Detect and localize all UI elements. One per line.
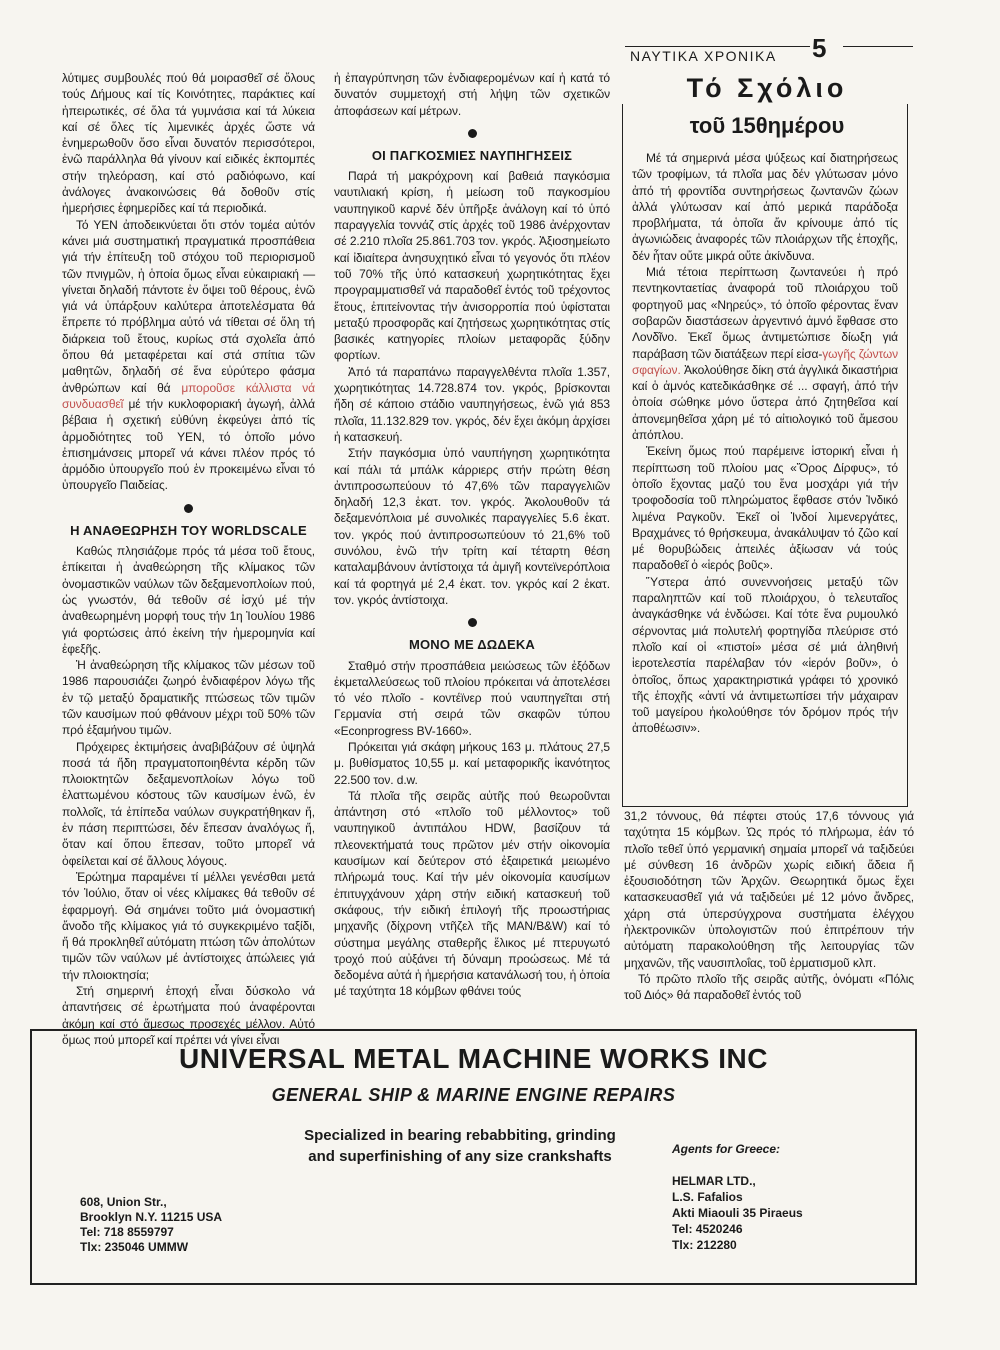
page-number: 5 (812, 33, 827, 63)
column-1 (62, 70, 315, 1048)
col1-paragraph: Ἐρώτημα παραμένει τί μέλλει γενέσθαι μετά τόν Ἰούλιο, ὅταν οἱ νέες κλίμακες θά τεθοῦν σέ ἐφαρμογή. Θά σημάνει τοῦτο μιά ὀνομαστική ἄνοδο τῆς κλίμακος γιά τό συγκεκριμένο ταξίδι, ἤ θά προκληθεῖ αὐτόματη πτώση τῶν ἀπολύτων τιμῶν τῶν ναύλων μέ ἀντίστοιχες ἀπώλειες γιά τήν πλοιοκτησία; (62, 869, 315, 982)
section-heading-twelve: ΜΟΝΟ ΜΕ ΔΩΔΕΚΑ (408, 637, 536, 653)
ad-agent-name: HELMAR LTD., (672, 1174, 756, 1188)
col1-text: Τό ΥΕΝ ἀποδεικνύεται ὅτι στόν τομέα αὐτόν κάνει μιά συστηματική πραγματικά προσπάθεια γιά τήν ἐπίτευξη τοῦ στόχου τοῦ περιορισμοῦ τῶν πνιγμῶν, ἡ ὁποία ὅμως εἶναι εὐκαιριακή — γίνεται δηλαδή πάντοτε ἐν ὄψει τοῦ θέρους, ἐνῶ γιά νά ὑπάρξουν καλύτερα ἀποτελέσματα θά ἔπρεπε τό πρόβλημα αὐτό νά τίθεται σέ ὅλη τή διάρκεια τοῦ ἔτους, κυρίως στά σχολεῖα ἀπό ὅπου θά μεταφέρεται καί στά σπίτια τῶν μαθητῶν, δηλαδή σέ ἕνα εὐρύτερο φάσμα ἀνθρώπων καί θά (62, 217, 315, 395)
col1-highlight: μποροῦσε κάλλιστα νά συνδυασθεῖ (62, 380, 315, 411)
col2-paragraph: Στήν παγκόσμια ὑπό ναυπήγηση χωρητικότητα καί πάλι τά μπάλκ κάρριερς στήν πρώτη θέση ἀντιπροσωπεύουν τό 47,6% τῶν παραγγελιῶν δηλαδή 12,3 ἑκατ. τον. γκρός. Ἀκολουθοῦν τά δεξαμενόπλοια μέ συνολικές παραγγελίες 5.6 ἑκατ. τον. γκρός πού ἀντιπροσωπεύουν τό 21,6% τοῦ συνόλου, ἐνῶ τήν τρίτη καί τέταρτη θέση καταλαμβάνουν ἀντίστοιχα τά ἀμιγῆ κοντεϊνερόπλοια καί τά φορτηγά μέ 2,4 ἑκατ. τον. γκρός καί 2 ἑκατ. τον. γκρός ἀντίστοιχα. (334, 446, 610, 607)
ad-address (80, 1195, 222, 1255)
ad-tlx: Tlx: 235046 UMMW (80, 1240, 189, 1254)
editorial-paragraph: Μέ τά σημερινά μέσα ψύξεως καί διατηρήσεως τῶν τροφίμων, τά πλοῖα μας δέν γλύτωσαν μόνο ἀπό τή φροντίδα συντηρήσεως ζωντανῶν ζώων ἀλλά γλύτωσαν καί ἀπό μερικά παράδοξα προβλήματα, τά ὁποῖα ἄν κρίνουμε ἀπό τίς ἀγωνιώδεις ἀναφορές τῶν πλοιάρχων τῆς ἐποχῆς, δέν ἦταν οὔτε μικρά οὔτε ἀκίνδυνα. (632, 151, 898, 263)
ad-address-line: Brooklyn N.Y. 11215 USA (80, 1210, 223, 1224)
section-bullet (468, 129, 477, 138)
editorial-text (632, 150, 898, 737)
editorial-subtitle: τοῦ 15θημέρου (689, 113, 845, 138)
col2-paragraph: Σταθμό στήν προσπάθεια μειώσεως τῶν ἐξόδων ἐκμεταλλεύσεως τοῦ πλοίου πρόκειται νά ἀποτελέσει τό νέο πλοῖο - κοντέϊνερ πού ναυπηγεῖται στή Γερμανία στή σειρά τῶν σκαφῶν τύπου «Econprogress BV-1660». (334, 658, 610, 738)
col2-paragraph: Ἀπό τά παραπάνω παραγγελθέντα πλοῖα 1.357, χωρητικότητας 14.728.874 τον. γκρός, βρίσκονται ἤδη σέ κάποιο στάδιο ναυπηγήσεως, ἐνῶ γιά 853 πλοῖα, 11.132.829 τον. γκρός, δέν ἔχει ἀκόμη ἀρχίσει ἡ κατασκευή. (334, 364, 610, 444)
column-3-continued (624, 808, 914, 1004)
section-heading-worldscale: Η ΑΝΑΘΕΩΡΗΣΗ ΤΟΥ WORLDSCALE (70, 522, 307, 538)
ad-agent-info (672, 1173, 803, 1253)
col3-paragraph: Τό πρῶτο πλοῖο τῆς σειρᾶς αὐτῆς, ὀνόματι «Πόλις τοῦ Διός» θά παραδοθεῖ ἐντός τοῦ (624, 971, 914, 1003)
col1-paragraph: λύτιμες συμβουλές πού θά μοιρασθεῖ σέ ὅλους τούς Δήμους καί τίς Κοινότητες, παράκτιες καί ἠπειρωτικές, σέ ὅλα τά γυμνάσια καί τά λύκεια καί σέ ὅλες τίς λιμενικές ἀρχές ὥστε νά ἐνημερωθοῦν ὅσο εἶναι δυνατόν περισσότεροι, ἐνῶ παράλληλα θά γίνουν καί ειδικές ἐκπομπές στήν τηλεόραση, καί στό ραδιόφωνο, καί ἀνάλογες ἀνακοινώσεις θά δοθοῦν στίς ἡμερήσιες ἐφημερίδες καί τά περιοδικά. (62, 71, 315, 216)
ad-specialty-line: and superfinishing of any size crankshafts (308, 1148, 612, 1165)
ad-address-line: 608, Union Str., (80, 1195, 167, 1209)
ad-specialty (230, 1125, 690, 1167)
editorial-paragraph: Ὕστερα ἀπό συνεννοήσεις μεταξύ τῶν παραληπτῶν καί τοῦ πλοιάρχου, ὁ τελευταῖος ἀναγκάσθηκε νά ἐνδώσει. Καί τότε ἕνα ρυμουλκό σέρνοντας μιά πολυτελή φορτηγίδα πλεύρισε στό πλοῖο καί οἱ «πιστοί» μέσα σέ μιά ἀληθινή ἱεροτελεστία παρέλαβαν τόν «ἱερόν βοῦν», ὁ ὁποῖος, ὅπως χαρακτηριστικά γράφει τό χρονικό τῆς ἐποχῆς «ἀντί νά ἀντιμετωπίσει τήν μάχαιραν τοῦ μαγείρου ἠκολούθησε τόν δρόμον πρός τήν ἀποθέωσιν». (632, 574, 898, 736)
ad-tel: Tel: 718 8559797 (80, 1225, 174, 1239)
header-rule-right (843, 46, 913, 47)
ad-specialty-line: Specialized in bearing rebabbiting, grinding (304, 1127, 616, 1144)
col1-paragraph: Πρόχειρες ἐκτιμήσεις ἀναβιβάζουν σέ ὑψηλά ποσά τά ἤδη πραγματοποιηθέντα κέρδη τῶν πλοιοκτητῶν δεξαμενοπλοίων λόγω τοῦ ἐλαττωμένου κόστους τῶν καυσίμων ἐνῶ, ἐν πολλοῖς, τά ἐπίπεδα ναύλων συγκρατήθηκαν ἤ, ἐν πάση περιπτώσει, δέν ἔπεσαν ἀναλόγως ἤ, ὅταν καί ὅπου ἔπεσαν, τοῦτο μπορεῖ νά ὀφείλεται καί σέ ἄλλους λόγους. (62, 739, 315, 868)
section-bullet (468, 618, 477, 627)
col1-paragraph: Στή σημερινή ἐποχή εἶναι δύσκολο νά ἀπαντήσεις σέ ἐρωτήματα πού ἀναφέρονται ἀκόμη καί στό ἄμεσως προσεχές μέλλον. Αὐτό ὅμως πού μπορεῖ καί πρέπει νά γίνει εἶναι (62, 984, 315, 1047)
col2-paragraph: Πρόκειται γιά σκάφη μήκους 163 μ. πλάτους 27,5 μ. βυθίσματος 10,55 μ. καί μεταφορικῆς ἱκανότητος 22.500 τον. d.w. (334, 739, 610, 787)
editorial-paragraph: Ἐκείνη ὅμως πού παρέμεινε ἱστορική εἶναι ἡ περίπτωση τοῦ πλοίου μας «Ὄρος Δίρφυς», τό ὁποῖο ἔχοντας μαζύ του ἕνα μοσχάρι γιά τήν τροφοδοσία τοῦ πληρώματος ἔφθασε στόν Ἰνδικό λιμένα Ραγκοῦν. Ἐκεῖ οἱ Ἰνδοί λιμενεργάτες, Βραχμάνες τό θρήσκευμα, ἀνακάλυψαν τό ζῶο καί μέ θορυβώδεις ἀπειλές ἀξίωσαν νά τούς παραδοθεῖ ὁ «ἱερός βοῦς». (632, 444, 898, 573)
ad-agent-tel: Tel: 4520246 (672, 1222, 743, 1236)
col1-paragraph: Καθώς πλησιάζομε πρός τά μέσα τοῦ ἔτους, ἐπίκειται ἡ ἀναθεώρηση τῆς κλίμακος τῶν ὀνομαστικῶν ναύλων τῶν δεξαμενοπλοίων πού, ὡς γνωστόν, θά τεθοῦν σέ ἰσχύ μέ τήν ἀναθεωρημένη μορφή τους τήν 1η Ἰουλίου 1986 γιά φορτώσεις ἀπό ἐκείνη τήν ἡμερομηνία καί ἐφεξῆς. (62, 544, 315, 656)
col2-paragraph: Παρά τή μακρόχρονη καί βαθειά παγκόσμια ναυτιλιακή κρίση, ἡ μείωση τοῦ παγκοσμίου ναυπηγικοῦ καρνέ δέν ὑπῆρξε ἀνάλογη καί τό ὑπό παραγγελία τοννάζ στίς ἀρχές τοῦ 1986 ἀνέρχονταν σέ 2.210 πλοῖα 25.861.703 τον. γκρός. Ἀξιοσημείωτο καί ἰδιαίτερα ἀνησυχητικό εἶναι τό γεγονός ὅτι πλέον τοῦ 70% τῆς ὑπό κατασκευή χωρητικότητας ἔχει προγραμματισθεῖ νά παραδοθεῖ ἐντός τοῦ τρέχοντος ἔτους, ἐπιτείνοντας τήν ἀνισορροπία πού ὑφίσταται μεταξύ προσφορᾶς καί ζητήσεως χωρητικότητας στίς βασικές κατηγορίες πλοίων μεταφορᾶς ξύδην φορτίων. (334, 169, 610, 363)
col1-paragraph: Ἡ ἀναθεώρηση τῆς κλίμακος τῶν μέσων τοῦ 1986 παρουσιάζει ζωηρό ἐνδιαφέρον λόγω τῆς ἐν τῷ μεταξύ δραματικῆς πτώσεως τῶν τιμῶν τῶν καυσίμων πού φθάνουν μέχρι τοῦ 50% τῶν πρό ἑξαμήνου τιμῶν. (62, 658, 315, 738)
editorial-text-part: Ἀκολούθησε δίκη στά ἀγγλικά δικαστήρια καί ὁ ἀμνός κατεδικάσθηκε σέ ... σφαγή, ἀπό τήν ὁποία σώθηκε μόνο ὕστερα ἀπό ζητηθεῖσα καί ἀπονεμηθεῖσα χάρη μέ τό αἰτιολογικό τοῦ ἄμεσου ἀπόπλου. (632, 362, 898, 443)
section-heading-shipbuilding: ΟΙ ΠΑΓΚΟΣΜΙΕΣ ΝΑΥΠΗΓΗΣΕΙΣ (371, 147, 573, 163)
ad-tagline: GENERAL SHIP & MARINE ENGINE REPAIRS (271, 1085, 676, 1105)
col1-text: μέ τήν κυκλοφοριακή ἀγωγή, ἀλλά βέβαια ἡ σχετική εὐθύνη ἐκφεύγει ἀπό τίς ἁρμοδιότητες τοῦ ΥΕΝ, τό ὁποῖο μόνο ἐπισημάνσεις μπορεῖ νά κάνει πλέον πρός τό ἁρμόδιο ὑπουργεῖο πού ἐν προκειμένω εἶναι τό ὑπουργεῖο Παιδείας. (62, 396, 315, 493)
editorial-paragraph (632, 264, 898, 443)
ad-agent-address: Akti Miaouli 35 Piraeus (672, 1206, 803, 1220)
col2-paragraph: ἡ ἐπαγρύπνηση τῶν ἐνδιαφερομένων καί ἡ κατά τό δυνατόν συμμετοχή στή λήψη τῶν σχετικῶν ἀποφάσεων καί μέτρων. (334, 71, 610, 118)
publication-title: ΝΑΥΤΙΚΑ ΧΡΟΝΙΚΑ (630, 48, 777, 64)
ad-agents-label: Agents for Greece: (672, 1142, 781, 1156)
ad-agent-tlx: Tlx: 212280 (672, 1238, 737, 1252)
column-2 (334, 70, 610, 1000)
col3-paragraph: 31,2 τόννους, θά πέφτει στούς 17,6 τόννους γιά ταχύτητα 15 κόμβων. Ὡς πρός τό πλήρωμα, ἐάν τό πλοῖο τεθεῖ ὑπό γερμανική σημαία μπορεῖ νά ταξιδεύει μέ σύνθεση 16 ἀνδρῶν χωρίς ειδική ἄδεια ἤ ἐξουσιοδότηση τῶν Ἀρχῶν. Θεωρητικά ὅμως ἔχει κατασκευασθεῖ γιά νά ταξιδεύει μέ 12 μόνο ἄνδρες, χάρη στά ὑπερσύγχρονα συστήματα ἐλέγχου ἠλεκτρονικῶν ὑπολογιστῶν πού ἐπιτρέπουν τήν αὐτόματη παρακολούθηση τῆς λειτουργίας τῶν μηχανῶν, τῆς ναυσιπλοΐας, τοῦ ἐρματισμοῦ κλπ. (624, 809, 914, 970)
section-bullet (184, 504, 193, 513)
col2-paragraph: Τά πλοῖα τῆς σειρᾶς αὐτῆς πού θεωροῦνται ἀπάντηση στό «πλοῖο τοῦ μέλλοντος» τοῦ ναυπηγικοῦ ἀντιπάλου HDW, βασίζουν τά πλεονεκτήματά τους πρῶτον μέν στήν οἰκονομία καυσίμων καί δεύτερον στό ἐξαιρετικά μειωμένο πλήρωμά τους. Καί τήν μέν οἰκονομία καυσίμων ἐπιτυγχάνουν χάρη στήν ειδική κατασκευή τοῦ σκάφους, τήν ειδική ἐπιλογή τῆς προωστήριας μηχανῆς (δίχρονη ντῆζελ τῆς MAN/B&W) καί τό σύστημα μεγάλης σταθερῆς ἕλικος μέ πτερυγωτό τροχό πού αὐξάνει τή δύναμη προώσεως. Μέ τά δεδομένα αὐτά ἡ ἡμερήσια κατανάλωσή του, ἡ ὁποία μέ ταχύτητα 18 κόμβων φθάνει τούς (334, 788, 610, 999)
editorial-text-part: Μιά τέτοια περίπτωση ζωντανεύει ἡ πρό πεντηκονταετίας ἀναφορά τοῦ πλοιάρχου τοῦ φορτηγοῦ μας «Νηρεύς», τό ὁποῖο φέροντας ἕναν σοβαρῶν διαστάσεων ἀργεντινό ἀμνό ἔφθασε στο Λονδῖνο. Ἐκεῖ ὅμως ἀντιμετώπισε δίωξη γιά παράβαση τῶν διατάξεων περί εἰσα- (632, 265, 898, 361)
ad-company-name: UNIVERSAL METAL MACHINE WORKS INC (179, 1043, 768, 1074)
editorial-title: Τό Σχόλιο (622, 72, 912, 104)
header-rule-left (625, 46, 810, 47)
editorial-highlight: γωγῆς ζώντων σφαγίων. (632, 346, 899, 377)
col1-paragraph-yen (62, 217, 315, 494)
ad-agent-contact: L.S. Fafalios (672, 1190, 743, 1204)
